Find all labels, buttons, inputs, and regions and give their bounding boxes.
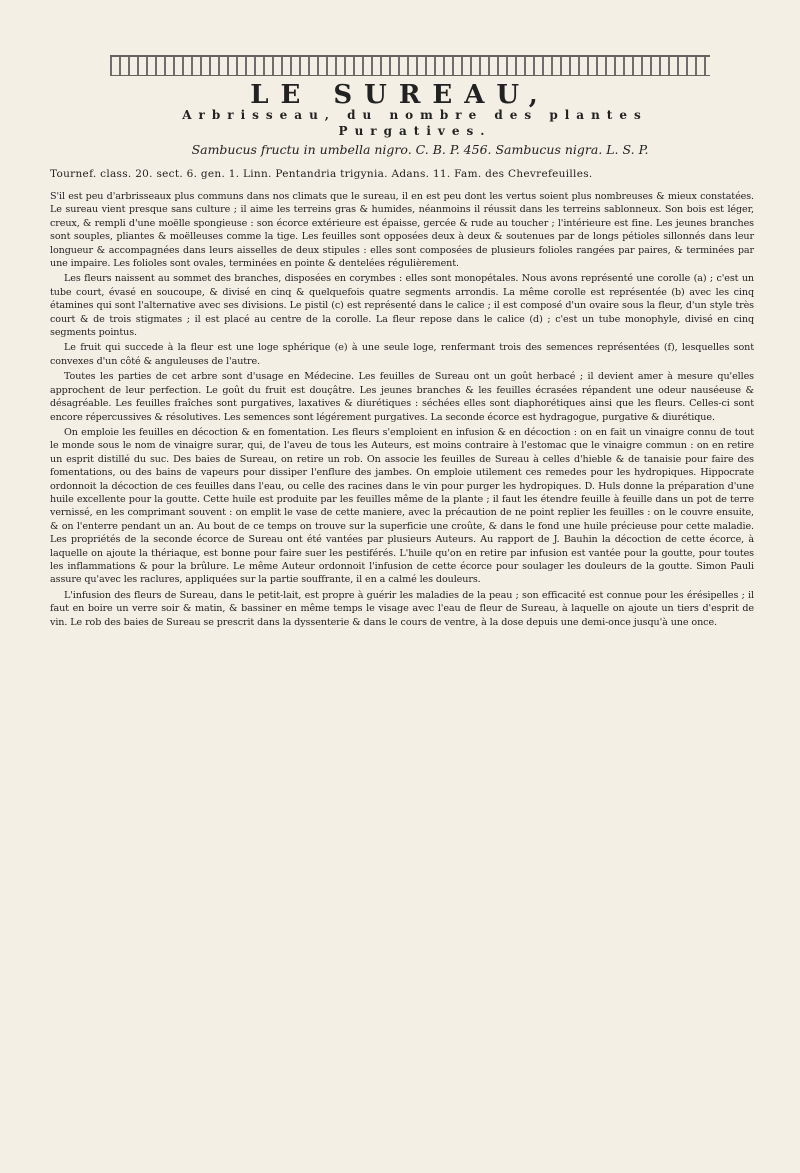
paragraph: S'il est peu d'arbrisseaux plus communs dans nos climats que le sureau, il en est peu dont les vertus soient plus nombreuses & mieux constatées. Le sureau vient presque sans culture ; il aime les terreins gras & humides, néanmoins il réussit dans les terreins sablonneux. Son bois est léger, creux, & rempli d'une moëlle spongieuse : son écorce extérieure est épaisse, gercée & rude au toucher ; l'intérieure est fine. Les jeunes branches sont souples, pliantes & moëlleuses comme la tige. Les feuilles sont opposées deux à deux & soutenues par de longs pétioles sillonnés dans leur longueur & accompagnées dans leurs aisselles de deux stipules : elles sont composées de plusieurs folioles rangées par paires, & terminées par une impaire. Les folioles sont ovales, terminées en pointe & dentelées régulièrement. <box>50 191 754 270</box>
latin-name: Sambucus fructu in umbella nigro. C. B. P. 456. Sambucus nigra. L. S. P. <box>191 142 649 157</box>
article-body <box>50 190 754 631</box>
botanical-references: Tournef. class. 20. sect. 6. gen. 1. Linn. Pentandria trigynia. Adans. 11. Fam. des Chevrefeuilles. <box>50 168 593 180</box>
paragraph: On emploie les feuilles en décoction & en fomentation. Les fleurs s'emploient en infusion & en décoction : on en fait un vinaigre connu de tout le monde sous le nom de vinaigre surar, qui, de l'aveu de tous les Auteurs, est moins contraire à l'estomac que le vinaigre commun : on en retire un esprit distillé du suc. Des baies de Sureau, on retire un rob. On associe les feuilles de Sureau à celles d'hieble & de tanaisie pour faire des fomentations, ou des bains de vapeurs pour dissiper l'enflure des jambes. On emploie utilement ces remedes pour les hydropiques. Hippocrate ordonnoit la décoction de ces feuilles dans l'eau, ou celle des racines dans le vin pour purger les hydropiques. D. Huls donne la préparation d'une huile excellente pour la goutte. Cette huile est produite par les feuilles même de la plante ; il faut les étendre feuille à feuille dans un pot de terre vernissé, en les comprimant souvent : on emplit le vase de cette maniere, avec la précaution de ne point replier les feuilles : on le couvre ensuite, & on l'enterre pendant un an. Au bout de ce temps on trouve sur la superficie une croûte, & dans le fond une huile précieuse pour cette maladie. Les propriétés de la seconde écorce de Sureau ont été vantées par plusieurs Auteurs. Au rapport de J. Bauhin la décoction de cette écorce, à laquelle on ajoute la thériaque, est bonne pour faire suer les pestiférés. L'huile qu'on en retire par infusion est vantée pour la goutte, pour toutes les inflammations & pour la brûlure. Le même Auteur ordonnoit l'infusion de cette écorce pour soulager les douleurs de la goutte. Simon Pauli assure qu'avec les raclures, appliquées sur la partie souffrante, il en a calmé les douleurs. <box>50 426 754 586</box>
page-subtitle: Arbrisseau, du nombre des plantes Purgatives. <box>182 108 648 138</box>
paragraph: L'infusion des fleurs de Sureau, dans le petit-lait, est propre à guérir les maladies de la peau ; son efficacité est connue pour les érésipelles ; il faut en boire un verre soir & matin, & bassiner en même temps le visage avec l'eau de fleur de Sureau, à laquelle on ajoute un tiers d'esprit de vin. Le rob des baies de Sureau se prescrit dans la dyssenterie & dans le cours de ventre, à la dose depuis une demi-once jusqu'à une once. <box>50 589 754 628</box>
paragraph: Le fruit qui succede à la fleur est une loge sphérique (e) à une seule loge, renfermant trois des semences représentées (f), lesquelles sont convexes d'un côté & anguleuses de l'autre. <box>50 342 754 367</box>
page-title: LE SUREAU, <box>250 80 550 110</box>
paragraph: Toutes les parties de cet arbre sont d'usage en Médecine. Les feuilles de Sureau ont un goût herbacé ; il devient amer à mesure qu'elles approchent de leur perfection. Le goût du fruit est douçâtre. Les jeunes branches & les feuilles écrasées répandent une odeur nauséeuse & désagréable. Les feuilles fraîches sont purgatives, laxatives & diurétiques : séchées elles sont diaphorétiques ainsi que les fleurs. Celles-ci sont encore répercussives & résolutives. Les semences sont légérement purgatives. La seconde écorce est hydragogue, purgative & diurétique. <box>50 371 754 423</box>
decorative-border <box>110 55 710 76</box>
paragraph: Les fleurs naissent au sommet des branches, disposées en corymbes : elles sont monopétales. Nous avons représenté une corolle (a) ; c'est un tube court, évasé en soucoupe, & divisé en cinq & quelquefois quatre segments arrondis. La même corolle est représentée (b) avec les cinq étamines qui sont l'alternative avec ses divisions. Le pistil (c) est représenté dans le calice ; il est composé d'un ovaire sous la fleur, d'un style très court & de trois stigmates ; il est placé au centre de la corolle. La fleur repose dans le calice (d) ; c'est un tube monophyle, divisé en cinq segments pointus. <box>50 273 754 339</box>
